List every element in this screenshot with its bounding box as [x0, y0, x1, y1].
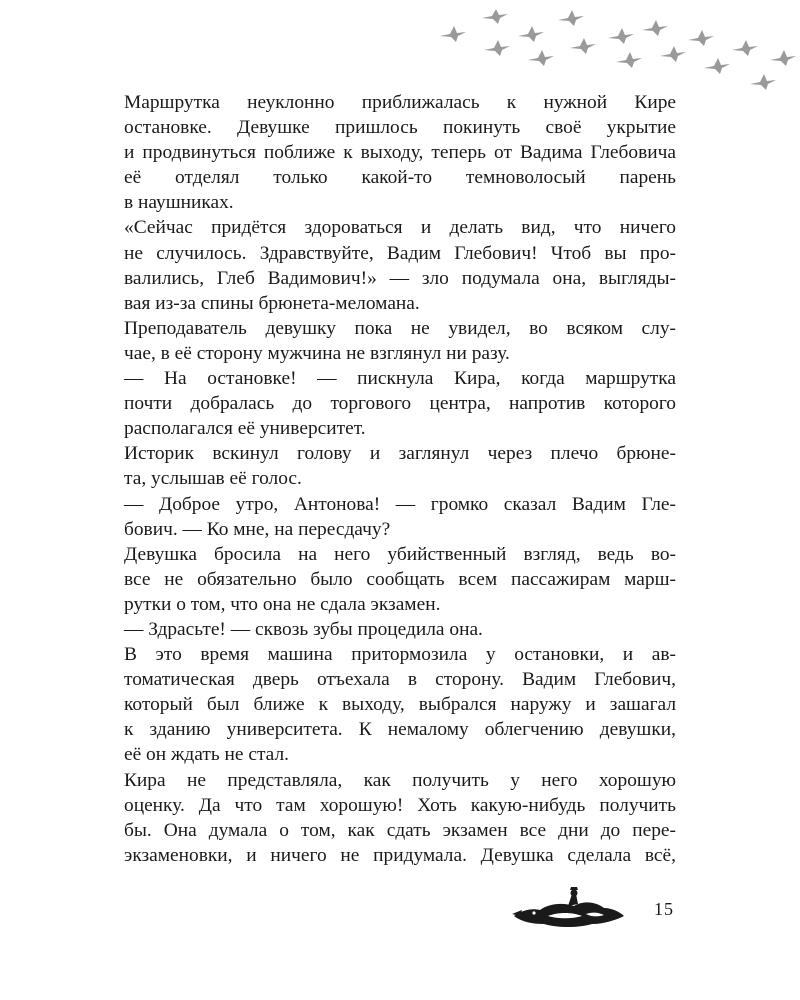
text-line: не случилось. Здравствуйте, Вадим Глебович! Чтоб вы про-: [124, 242, 676, 264]
text-line: Преподаватель девушку пока не увидел, во всяком слу-: [124, 317, 676, 339]
text-line: её отделял только какой-то темноволосый парень: [124, 167, 676, 189]
paragraph: [124, 492, 676, 542]
text-line: чае, в её сторону мужчина не взглянул ни разу.: [124, 342, 510, 364]
text-line: который был ближе к выходу, выбрался наружу и зашагал: [124, 694, 676, 716]
paragraph: [124, 768, 676, 868]
paragraph: [124, 441, 676, 491]
paragraph: [124, 366, 676, 441]
text-line: почти добралась до торгового центра, напротив которого: [124, 393, 676, 415]
text-line: Маршрутка неуклонно приближалась к нужной Кире: [124, 92, 676, 113]
text-line: бович. — Ко мне, на пересдачу?: [124, 518, 391, 540]
body-text: [124, 90, 676, 868]
text-line: Кира не представляла, как получить у него хорошую: [124, 769, 676, 791]
text-line: оценку. Да что там хорошую! Хоть какую-нибудь получить: [124, 794, 676, 816]
paragraph: [124, 316, 676, 366]
text-line: все не обязательно было сообщать всем пассажирам марш-: [124, 568, 676, 590]
text-line: располагался её университет.: [124, 418, 366, 440]
text-line: «Сейчас придётся здороваться и делать вид, что ничего: [124, 217, 676, 239]
text-line: — На остановке! — пискнула Кира, когда маршрутка: [124, 368, 676, 390]
text-line: — Доброе утро, Антонова! — громко сказал Вадим Гле-: [124, 493, 676, 515]
text-line: — Здрасьте! — сквозь зубы процедила она.: [124, 618, 483, 640]
paragraph: [124, 90, 676, 215]
page-number: 15: [654, 899, 674, 919]
text-line: Девушка бросила на него убийственный взгляд, ведь во-: [124, 543, 676, 565]
text-line: экзаменовки, и ничего не придумала. Девушка сделала всё,: [124, 844, 676, 866]
text-line: остановке. Девушке пришлось покинуть своё укрытие: [124, 117, 676, 139]
text-line: валились, Глеб Вадимович!» — зло подумала она, выгляды-: [124, 267, 676, 289]
paragraph: [124, 642, 676, 767]
text-line: В это время машина притормозила у остановки, и ав-: [124, 644, 676, 666]
paragraph: [124, 542, 676, 617]
text-line: та, услышав её голос.: [124, 468, 302, 490]
text-line: вая из-за спины брюнета-меломана.: [124, 292, 420, 314]
paragraph: [124, 617, 676, 642]
text-line: к зданию университета. К немалому облегчению девушки,: [124, 719, 676, 741]
duck-with-rider-icon: [508, 886, 628, 936]
text-line: рутки о том, что она не сдала экзамен.: [124, 593, 441, 615]
text-line: томатическая дверь отъехала в сторону. Вадим Глебович,: [124, 669, 676, 691]
text-line: бы. Она думала о том, как сдать экзамен все дни до пере-: [124, 819, 676, 841]
text-line: и продвинуться поближе к выходу, теперь от Вадима Глебовича: [124, 142, 676, 164]
text-line: в наушниках.: [124, 192, 234, 214]
text-line: Историк вскинул голову и заглянул через плечо брюне-: [124, 443, 676, 465]
paragraph: [124, 215, 676, 315]
text-line: её он ждать не стал.: [124, 744, 289, 766]
